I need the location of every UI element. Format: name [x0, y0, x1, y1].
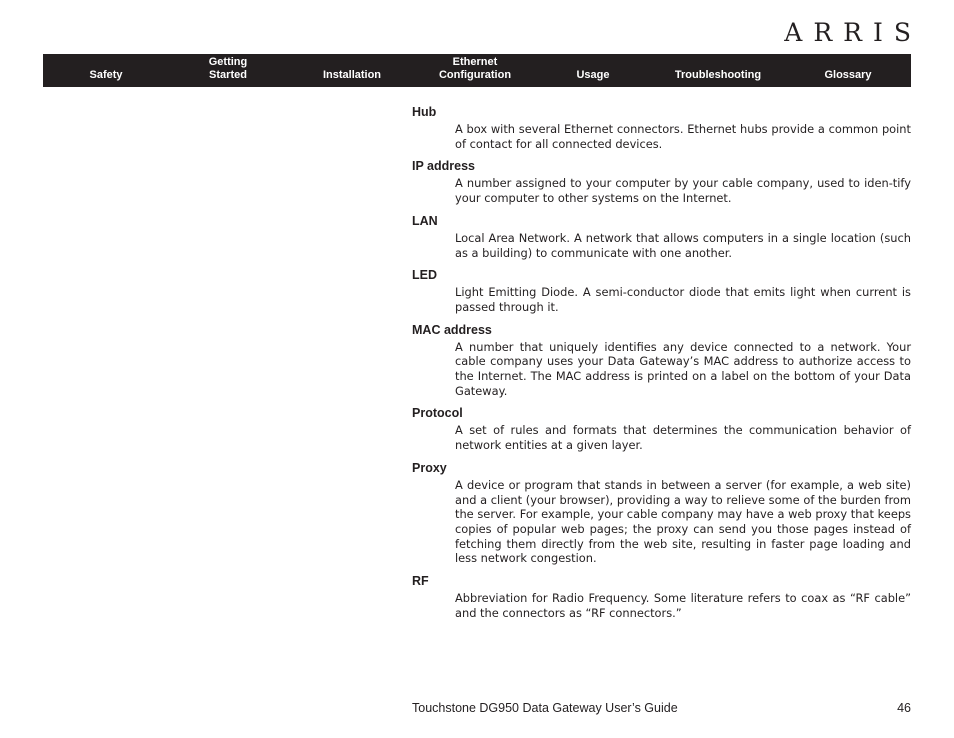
- arris-logo: ARRIS: [784, 18, 922, 47]
- nav-tab-ethernet-configuration[interactable]: [420, 54, 530, 87]
- nav-tab-label: Getting Started: [208, 56, 248, 81]
- glossary-definition: A number that uniquely identifies any device connected to a network. Your cable company uses your Data Gateway’s MAC address to authorize access to the Internet. The MAC address is printed on a label on the bottom of your Data Gateway.: [455, 339, 911, 398]
- glossary-entry: [412, 105, 911, 151]
- nav-tab-usage[interactable]: [558, 54, 628, 87]
- glossary-entry: [412, 214, 911, 260]
- glossary-term: Protocol: [412, 406, 463, 421]
- glossary-definition: A number assigned to your computer by your cable company, used to iden-tify your computer to other systems on the Internet.: [455, 176, 911, 206]
- nav-tab-safety[interactable]: [66, 54, 146, 87]
- glossary-entry: [412, 574, 911, 620]
- glossary-content: [412, 105, 911, 628]
- nav-tab-label: Glossary: [824, 69, 872, 81]
- nav-tab-label: Troubleshooting: [674, 69, 762, 81]
- glossary-definition: A set of rules and formats that determines the communication behavior of network entities at a given layer.: [455, 423, 911, 453]
- page-number: 46: [897, 701, 911, 715]
- nav-tab-label: Safety: [89, 69, 123, 81]
- glossary-definition: Light Emitting Diode. A semi-conductor diode that emits light when current is passed through it.: [455, 285, 911, 314]
- glossary-term: MAC address: [412, 322, 492, 337]
- glossary-definition: Local Area Network. A network that allows computers in a single location (such as a building) to communicate with one another.: [455, 230, 911, 260]
- glossary-definition: A box with several Ethernet connectors. Ethernet hubs provide a common point of contact for all connected devices.: [455, 122, 911, 151]
- glossary-term: Proxy: [412, 460, 447, 475]
- glossary-term: RF: [412, 574, 429, 589]
- nav-tab-glossary[interactable]: [808, 54, 888, 87]
- glossary-term: Hub: [412, 105, 437, 119]
- glossary-term: LAN: [412, 213, 438, 228]
- nav-tab-label: Installation: [322, 69, 382, 81]
- glossary-entry: [412, 461, 911, 566]
- top-navigation-bar: [43, 54, 911, 87]
- nav-tab-installation[interactable]: [302, 54, 402, 87]
- nav-tab-getting-started[interactable]: [188, 54, 268, 87]
- nav-tab-label: Usage: [576, 69, 610, 81]
- glossary-entry: [412, 406, 911, 452]
- nav-tab-troubleshooting[interactable]: [658, 54, 778, 87]
- footer-document-title: Touchstone DG950 Data Gateway User’s Guide: [412, 701, 678, 715]
- glossary-term: IP address: [412, 159, 476, 174]
- glossary-definition: A device or program that stands in between a server (for example, a web site) and a client (your browser), providing a way to relieve some of the burden from the server. For example, your cable company may have a web proxy that keeps copies of popular web pages; the proxy can send you those pages instead of fetching them directly from the web site, resulting in faster page loading and less network congestion.: [455, 477, 911, 566]
- glossary-term: LED: [412, 268, 437, 283]
- nav-tab-label: Ethernet Configuration: [438, 56, 512, 81]
- glossary-entry: [412, 268, 911, 314]
- glossary-entry: [412, 159, 911, 205]
- glossary-definition: Abbreviation for Radio Frequency. Some literature refers to coax as “RF cable” and the connectors as “RF connectors.”: [455, 591, 911, 620]
- glossary-entry: [412, 323, 911, 399]
